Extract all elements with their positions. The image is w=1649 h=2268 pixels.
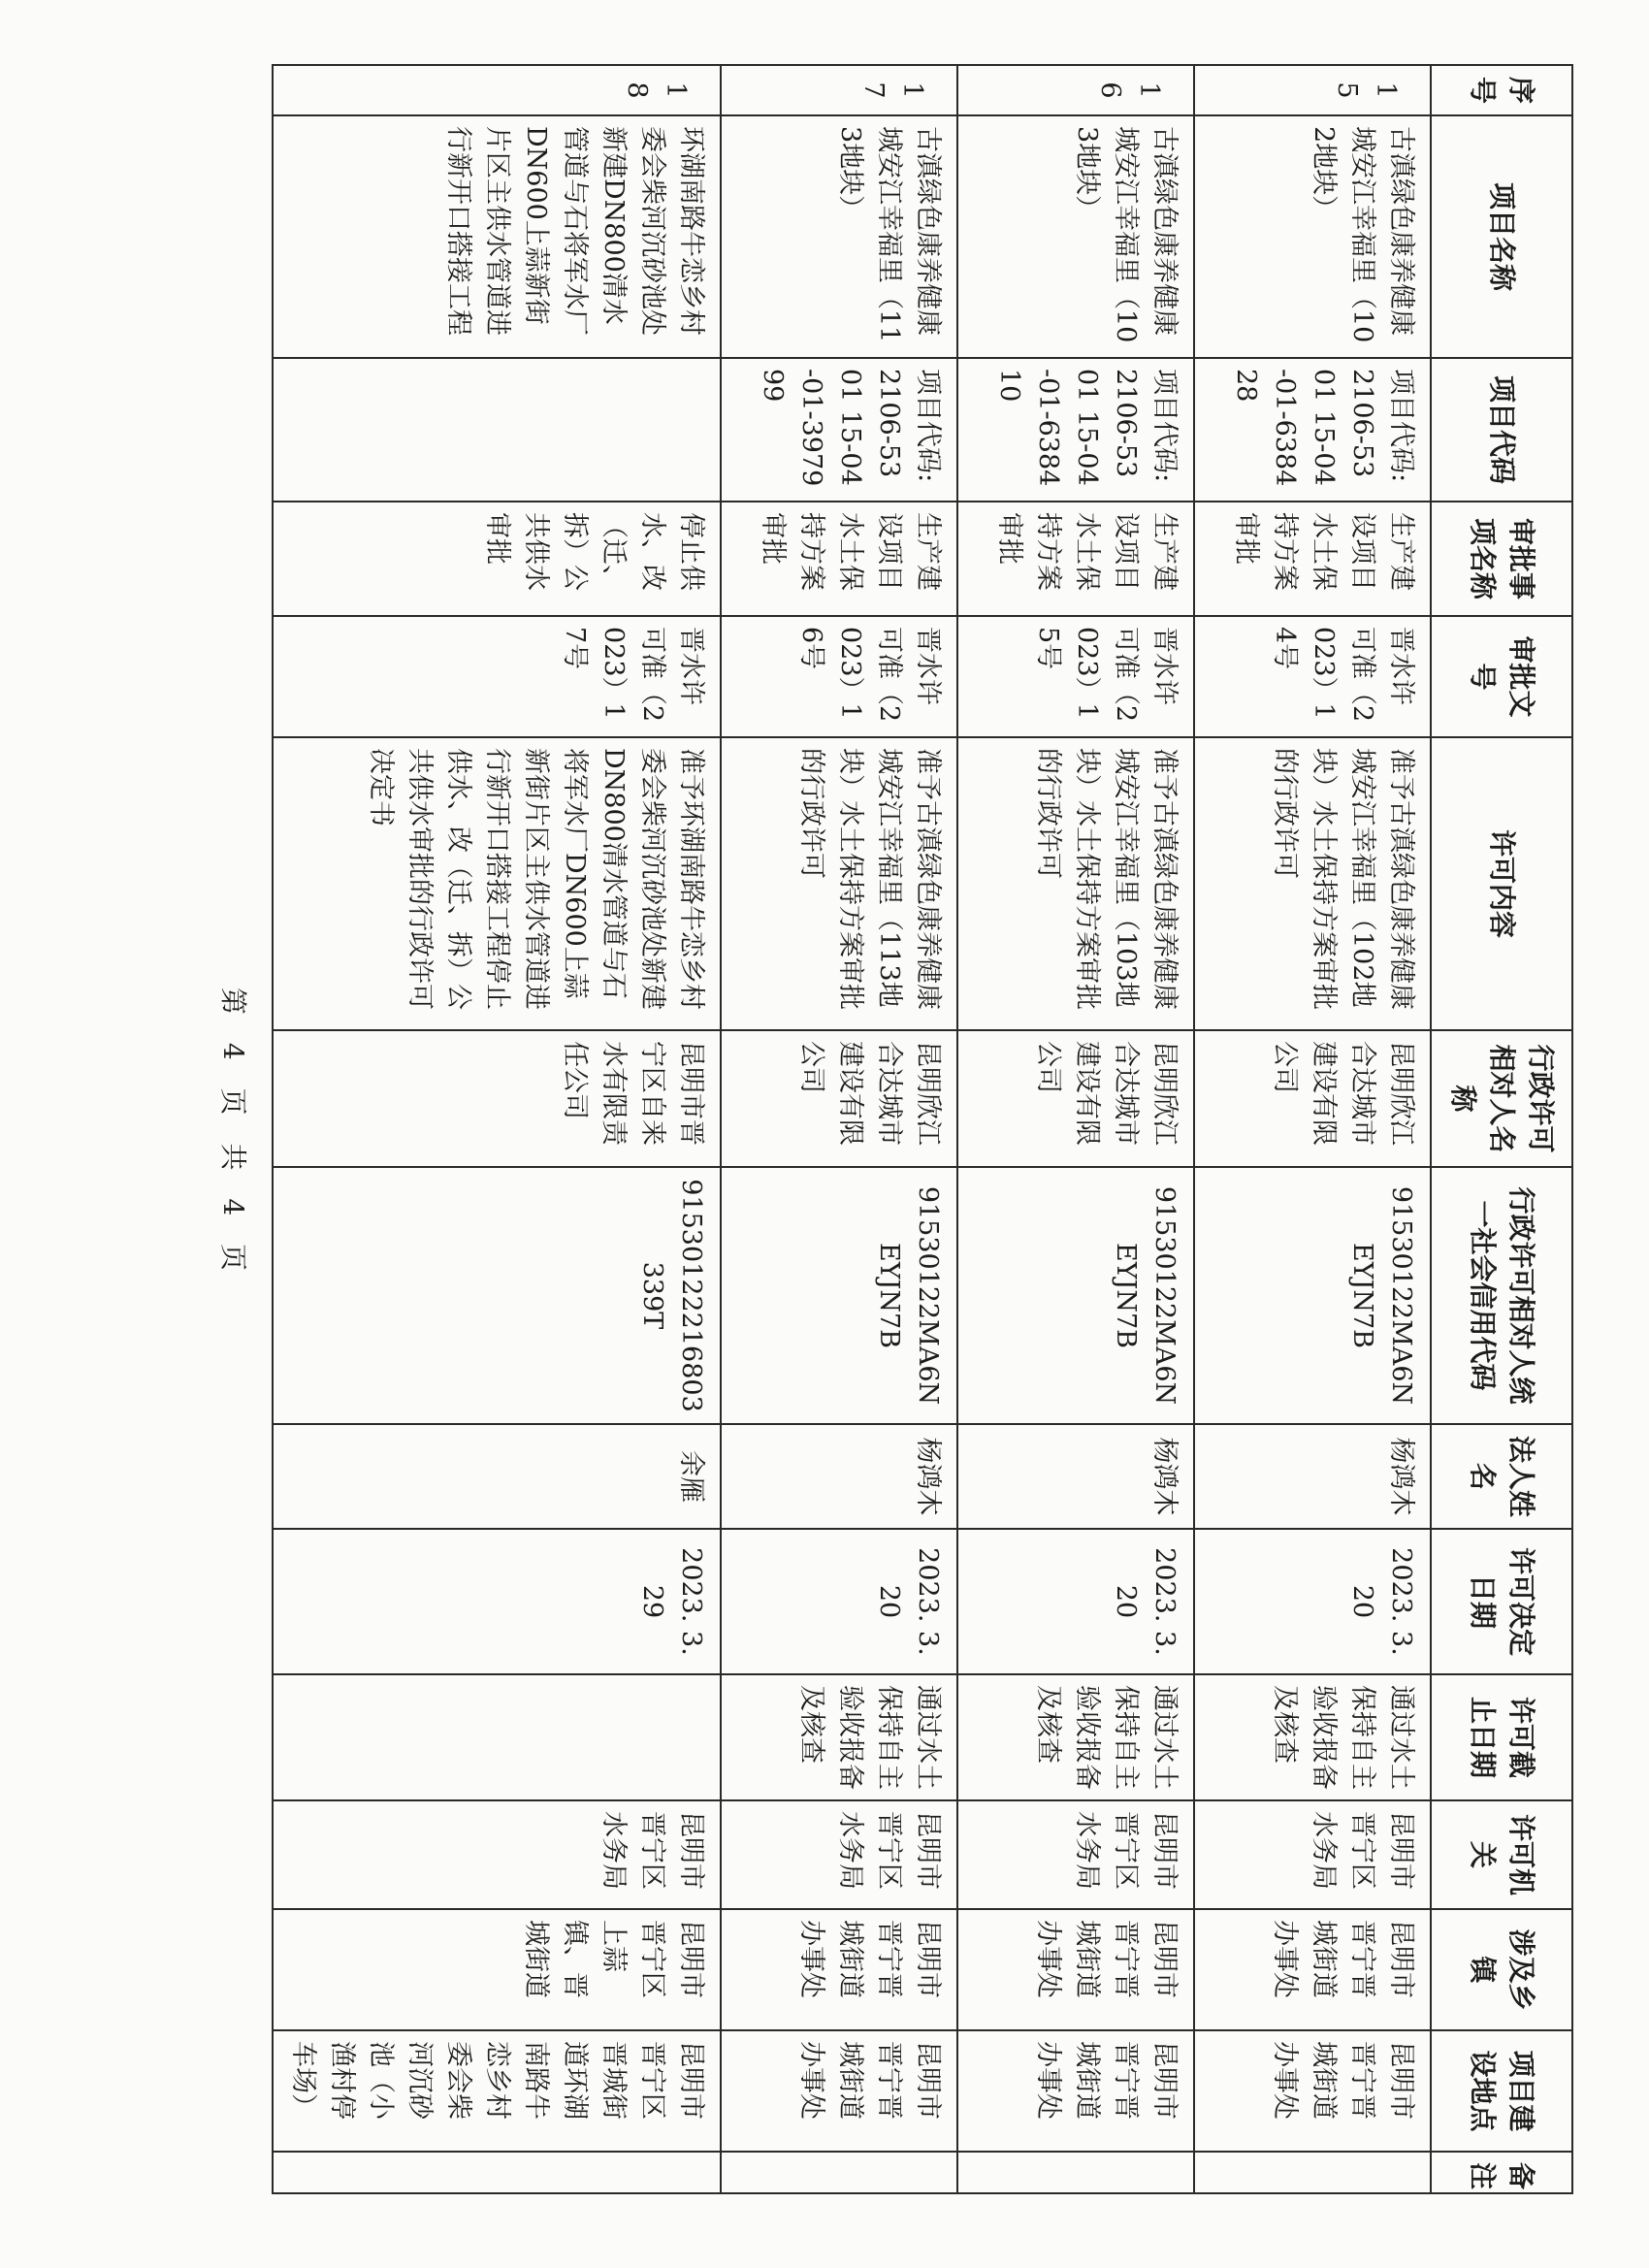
cell-remark bbox=[273, 2152, 721, 2193]
cell-seq: 17 bbox=[721, 65, 957, 115]
cell-approval-item: 生产建设项目水土保持方案审批 bbox=[721, 502, 957, 616]
cell-project-name: 古滇绿色康养健康城安江幸福里（103地块） bbox=[957, 115, 1194, 358]
header-township: 涉及乡镇 bbox=[1431, 1909, 1572, 2030]
cell-project-name: 环湖南路牛恋乡村委会柴河沉砂池处新建DN800清水管道与石将军水厂DN600上蒜新街片区主供水管道进行新开口搭接工程 bbox=[273, 115, 721, 358]
cell-seq: 16 bbox=[957, 65, 1194, 115]
cell-approval-no: 晋水许可准（2023）14号 bbox=[1194, 616, 1431, 737]
cell-expiry bbox=[273, 1674, 721, 1800]
cell-remark bbox=[721, 2152, 957, 2193]
cell-project-name: 古滇绿色康养健康城安江幸福里（113地块） bbox=[721, 115, 957, 358]
cell-licensee: 昆明欣江合达城市建设有限公司 bbox=[1194, 1030, 1431, 1167]
header-permit-content: 许可内容 bbox=[1431, 737, 1572, 1030]
cell-authority: 昆明市晋宁区水务局 bbox=[273, 1800, 721, 1909]
cell-permit-content: 准予古滇绿色康养健康城安江幸福里（103地块）水土保持方案审批的行政许可 bbox=[957, 737, 1194, 1030]
header-expiry: 许可截止日期 bbox=[1431, 1674, 1572, 1800]
table-row bbox=[957, 65, 1194, 2193]
cell-expiry: 通过水土保持自主验收报备及核查 bbox=[721, 1674, 957, 1800]
cell-licensee: 昆明市晋宁区自来水有限责任公司 bbox=[273, 1030, 721, 1167]
permit-table bbox=[272, 64, 1573, 2194]
cell-decision-date: 2023. 3. 20 bbox=[1194, 1529, 1431, 1674]
cell-credit-code: 91530122216803339T bbox=[273, 1167, 721, 1424]
cell-project-code bbox=[273, 358, 721, 502]
cell-licensee: 昆明欣江合达城市建设有限公司 bbox=[721, 1030, 957, 1167]
header-licensee: 行政许可相对人名称 bbox=[1431, 1030, 1572, 1167]
table-row bbox=[273, 65, 721, 2193]
cell-decision-date: 2023. 3. 20 bbox=[957, 1529, 1194, 1674]
cell-decision-date: 2023. 3. 20 bbox=[721, 1529, 957, 1674]
cell-approval-no: 晋水许可准（2023）15号 bbox=[957, 616, 1194, 737]
cell-location: 昆明市晋宁晋城街道办事处 bbox=[1194, 2030, 1431, 2152]
cell-location: 昆明市晋宁晋城街道办事处 bbox=[721, 2030, 957, 2152]
cell-township: 昆明市晋宁晋城街道办事处 bbox=[957, 1909, 1194, 2030]
cell-legal-person: 杨鸿木 bbox=[957, 1424, 1194, 1529]
cell-project-code: 项目代码:2106-5301 15-04-01-638410 bbox=[957, 358, 1194, 502]
cell-legal-person: 杨鸿木 bbox=[1194, 1424, 1431, 1529]
cell-expiry: 通过水土保持自主验收报备及核查 bbox=[957, 1674, 1194, 1800]
cell-permit-content: 准予古滇绿色康养健康城安江幸福里（102地块）水土保持方案审批的行政许可 bbox=[1194, 737, 1431, 1030]
page-footer: 第 4 页 共 4 页 bbox=[217, 987, 249, 1281]
cell-expiry: 通过水土保持自主验收报备及核查 bbox=[1194, 1674, 1431, 1800]
header-decision-date: 许可决定日期 bbox=[1431, 1529, 1572, 1674]
cell-township: 昆明市晋宁晋城街道办事处 bbox=[1194, 1909, 1431, 2030]
cell-legal-person: 杨鸿木 bbox=[721, 1424, 957, 1529]
cell-licensee: 昆明欣江合达城市建设有限公司 bbox=[957, 1030, 1194, 1167]
header-location: 项目建设地点 bbox=[1431, 2030, 1572, 2152]
cell-location: 昆明市晋宁区晋城街道环湖南路牛恋乡村委会柴河沉砂池（小渔村停车场） bbox=[273, 2030, 721, 2152]
header-project-name: 项目名称 bbox=[1431, 115, 1572, 358]
cell-project-code: 项目代码:2106-5301 15-04-01-638428 bbox=[1194, 358, 1431, 502]
cell-seq: 18 bbox=[273, 65, 721, 115]
header-seq: 序号 bbox=[1431, 65, 1572, 115]
header-project-code: 项目代码 bbox=[1431, 358, 1572, 502]
cell-approval-item: 生产建设项目水土保持方案审批 bbox=[1194, 502, 1431, 616]
cell-credit-code: 91530122MA6NEYJN7B bbox=[1194, 1167, 1431, 1424]
table-row bbox=[721, 65, 957, 2193]
cell-project-name: 古滇绿色康养健康城安江幸福里（102地块） bbox=[1194, 115, 1431, 358]
cell-authority: 昆明市晋宁区水务局 bbox=[1194, 1800, 1431, 1909]
cell-approval-no: 晋水许可准（2023）17号 bbox=[273, 616, 721, 737]
cell-credit-code: 91530122MA6NEYJN7B bbox=[721, 1167, 957, 1424]
header-approval-no: 审批文号 bbox=[1431, 616, 1572, 737]
cell-township: 昆明市晋宁区上蒜镇、晋城街道 bbox=[273, 1909, 721, 2030]
cell-approval-item: 生产建设项目水土保持方案审批 bbox=[957, 502, 1194, 616]
table-header-row bbox=[1431, 65, 1572, 2193]
header-authority: 许可机关 bbox=[1431, 1800, 1572, 1909]
cell-location: 昆明市晋宁晋城街道办事处 bbox=[957, 2030, 1194, 2152]
cell-permit-content: 准予古滇绿色康养健康城安江幸福里（113地块）水土保持方案审批的行政许可 bbox=[721, 737, 957, 1030]
cell-seq: 15 bbox=[1194, 65, 1431, 115]
cell-credit-code: 91530122MA6NEYJN7B bbox=[957, 1167, 1194, 1424]
header-credit-code: 行政许可相对人统一社会信用代码 bbox=[1431, 1167, 1572, 1424]
cell-remark bbox=[1194, 2152, 1431, 2193]
cell-authority: 昆明市晋宁区水务局 bbox=[957, 1800, 1194, 1909]
cell-remark bbox=[957, 2152, 1194, 2193]
cell-township: 昆明市晋宁晋城街道办事处 bbox=[721, 1909, 957, 2030]
cell-decision-date: 2023. 3. 29 bbox=[273, 1529, 721, 1674]
cell-permit-content: 准予环湖南路牛恋乡村委会柴河沉砂池处新建DN800清水管道与石将军水厂DN600上蒜新街片区主供水管道进行新开口搭接工程停止供水、改（迁、拆）公共供水审批的行政许可决定书 bbox=[273, 737, 721, 1030]
header-legal-person: 法人姓名 bbox=[1431, 1424, 1572, 1529]
header-approval-item: 审批事项名称 bbox=[1431, 502, 1572, 616]
cell-authority: 昆明市晋宁区水务局 bbox=[721, 1800, 957, 1909]
cell-project-code: 项目代码:2106-5301 15-04-01-397999 bbox=[721, 358, 957, 502]
table-row bbox=[1194, 65, 1431, 2193]
cell-legal-person: 余雁 bbox=[273, 1424, 721, 1529]
cell-approval-no: 晋水许可准（2023）16号 bbox=[721, 616, 957, 737]
header-remark: 备注 bbox=[1431, 2152, 1572, 2193]
cell-approval-item: 停止供水、改（迁、拆）公共供水审批 bbox=[273, 502, 721, 616]
